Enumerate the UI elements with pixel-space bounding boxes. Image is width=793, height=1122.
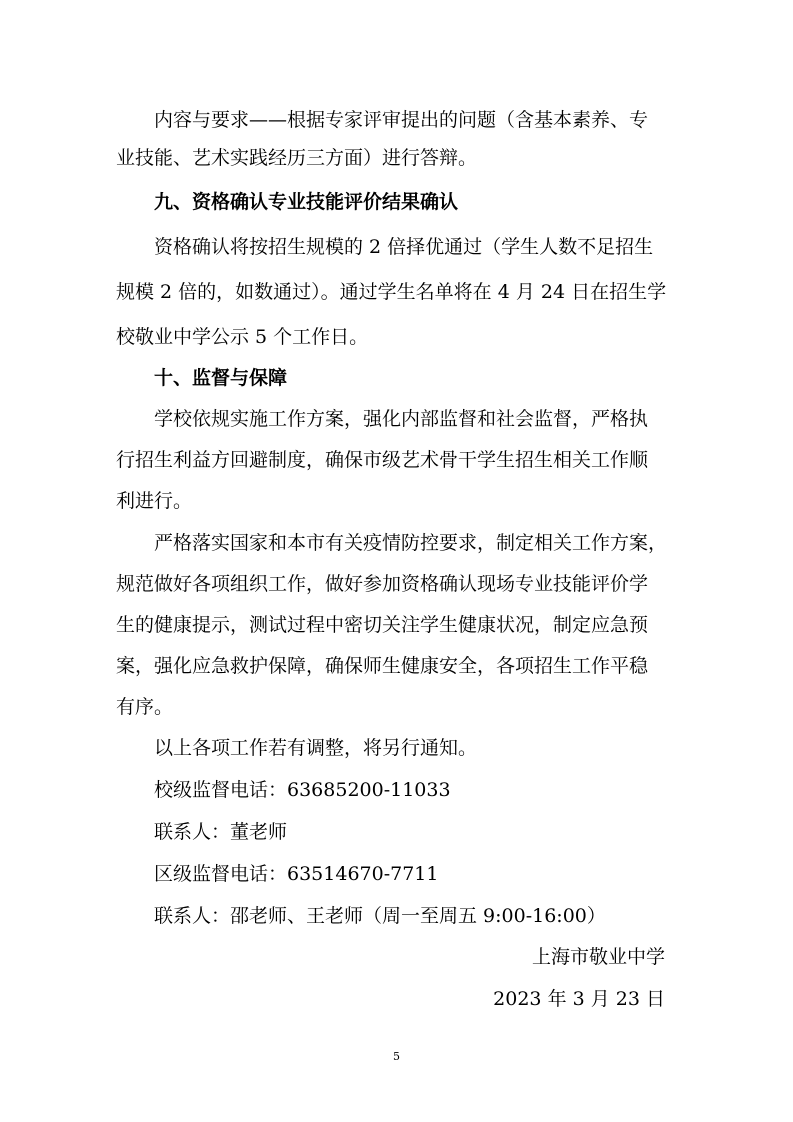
district-contact-person: 联系人：邵老师、王老师（周一至周五 9:00-16:00） bbox=[116, 905, 606, 927]
paragraph-line: 内容与要求——根据专家评审提出的问题（含基本素养、专 bbox=[116, 109, 649, 131]
paragraph-line: 有序。 bbox=[116, 696, 174, 718]
section-heading-ten: 十、监督与保障 bbox=[116, 367, 288, 389]
district-supervision-phone: 区级监督电话：63514670-7711 bbox=[116, 863, 439, 885]
paragraph-line: 严格落实国家和本市有关疫情防控要求，制定相关工作方案， bbox=[116, 532, 668, 554]
section-heading-nine: 九、资格确认专业技能评价结果确认 bbox=[116, 191, 459, 213]
school-supervision-phone: 校级监督电话：63685200-11033 bbox=[116, 779, 451, 801]
signature-organization: 上海市敬业中学 bbox=[531, 946, 665, 968]
paragraph-line: 资格确认将按招生规模的 2 倍择优通过（学生人数不足招生 bbox=[116, 236, 654, 258]
paragraph-line: 学校依规实施工作方案，强化内部监督和社会监督，严格执 bbox=[116, 408, 649, 430]
page-number: 5 bbox=[393, 1050, 400, 1063]
signature-date: 2023 年 3 月 23 日 bbox=[493, 988, 665, 1010]
paragraph-line: 利进行。 bbox=[116, 490, 193, 512]
paragraph-line: 生的健康提示，测试过程中密切关注学生健康状况，制定应急预 bbox=[116, 614, 649, 636]
paragraph-line: 规模 2 倍的，如数通过）。通过学生名单将在 4 月 24 日在招生学 bbox=[116, 281, 667, 303]
school-contact-person: 联系人：董老师 bbox=[116, 821, 288, 843]
paragraph-line: 规范做好各项组织工作，做好参加资格确认现场专业技能评价学 bbox=[116, 573, 649, 595]
notice-line: 以上各项工作若有调整，将另行通知。 bbox=[116, 737, 478, 759]
paragraph-line: 业技能、艺术实践经历三方面）进行答辩。 bbox=[116, 147, 478, 169]
paragraph-line: 行招生利益方回避制度，确保市级艺术骨干学生招生相关工作顺 bbox=[116, 449, 649, 471]
paragraph-line: 案，强化应急救护保障，确保师生健康安全，各项招生工作平稳 bbox=[116, 655, 649, 677]
paragraph-line: 校敬业中学公示 5 个工作日。 bbox=[116, 326, 369, 348]
